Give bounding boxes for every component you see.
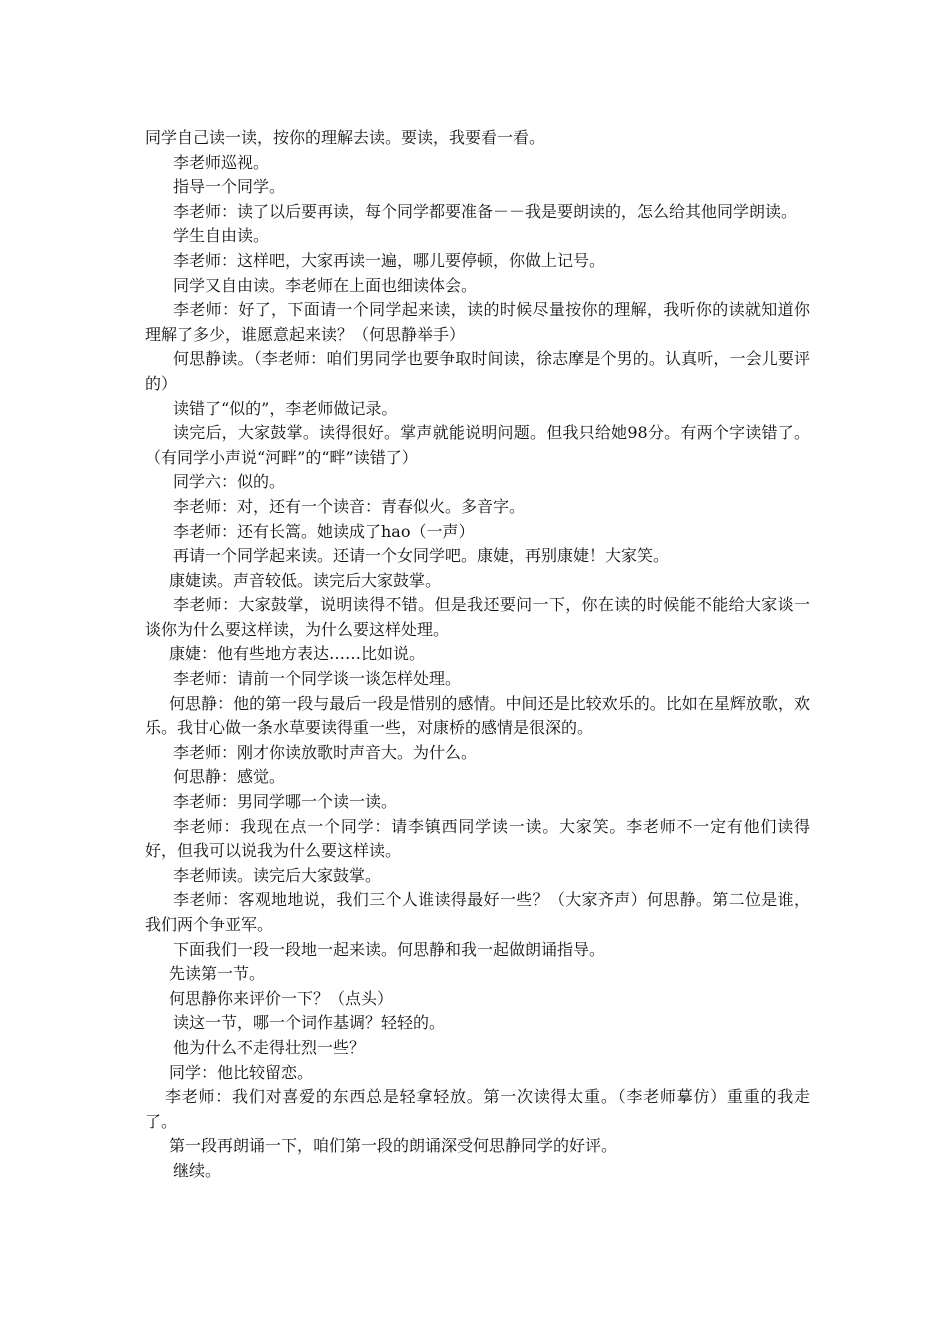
paragraph: 学生自由读。 [173, 226, 270, 246]
paragraph: 何思静你来评价一下？（点头） [169, 988, 394, 1008]
paragraph: 读错了“似的”，李老师做记录。 [173, 398, 398, 418]
paragraph: 李老师：刚才你读放歌时声音大。为什么。 [173, 742, 478, 762]
document-body [145, 126, 810, 1184]
paragraph: 何思静：感觉。 [173, 767, 286, 787]
paragraph: 李老师：我们对喜爱的东西总是轻拿轻放。第一次读得太重。（李老师摹仿）重重的我走了。 [145, 1087, 810, 1131]
paragraph: 同学又自由读。李老师在上面也细读体会。 [173, 275, 478, 295]
paragraph: 李老师巡视。 [173, 152, 270, 172]
paragraph: 同学：他比较留恋。 [169, 1062, 314, 1082]
paragraph: 李老师：请前一个同学谈一谈怎样处理。 [173, 669, 462, 689]
paragraph: 再请一个同学起来读。还请一个女同学吧。康婕，再别康婕！大家笑。 [173, 546, 670, 566]
paragraph: 李老师：男同学哪一个读一读。 [173, 792, 398, 812]
paragraph: 下面我们一段一段地一起来读。何思静和我一起做朗诵指导。 [173, 939, 606, 959]
paragraph: 指导一个同学。 [173, 177, 286, 197]
paragraph: 李老师：客观地地说，我们三个人谁读得最好一些？（大家齐声）何思静。第二位是谁，我们两个争亚军。 [145, 890, 810, 934]
paragraph: 康婕：他有些地方表达……比如说。 [169, 644, 426, 664]
paragraph: 李老师：大家鼓掌，说明读得不错。但是我还要问一下，你在读的时候能不能给大家谈一谈你为什么要这样读，为什么要这样处理。 [145, 595, 810, 639]
paragraph: 何思静：他的第一段与最后一段是惜别的感情。中间还是比较欢乐的。比如在星辉放歌，欢乐。我甘心做一条水草要读得重一些，对康桥的感情是很深的。 [145, 693, 810, 738]
paragraph: 何思静读。（李老师：咱们男同学也要争取时间读，徐志摩是个男的。认真听，一会儿要评的） [145, 349, 810, 393]
paragraph: 读完后，大家鼓掌。读得很好。掌声就能说明问题。但我只给她98分。有两个字读错了。（有同学小声说“河畔”的“畔”读错了） [145, 423, 810, 467]
paragraph: 读这一节，哪一个词作基调？轻轻的。 [173, 1013, 446, 1033]
paragraph: 李老师：读了以后要再读，每个同学都要准备－－我是要朗读的，怎么给其他同学朗读。 [173, 201, 798, 221]
paragraph: 同学六：似的。 [173, 472, 286, 492]
paragraph: 李老师：还有长篙。她读成了hao（一声） [173, 521, 475, 541]
paragraph: 先读第一节。 [169, 964, 266, 984]
paragraph: 同学自己读一读，按你的理解去读。要读，我要看一看。 [145, 128, 546, 147]
paragraph: 李老师读。读完后大家鼓掌。 [173, 865, 382, 885]
paragraph: 他为什么不走得壮烈一些？ [173, 1037, 366, 1057]
paragraph: 李老师：对，还有一个读音：青春似火。多音字。 [173, 496, 526, 516]
paragraph: 康婕读。声音较低。读完后大家鼓掌。 [169, 570, 442, 590]
paragraph: 继续。 [173, 1160, 222, 1180]
paragraph: 李老师：好了，下面请一个同学起来读，读的时候尽量按你的理解，我听你的读就知道你理解了多少，谁愿意起来读？（何思静举手） [145, 300, 810, 344]
paragraph: 李老师：我现在点一个同学：请李镇西同学读一读。大家笑。李老师不一定有他们读得好，但我可以说我为什么要这样读。 [145, 816, 810, 861]
paragraph: 李老师：这样吧，大家再读一遍，哪儿要停顿，你做上记号。 [173, 250, 606, 270]
paragraph: 第一段再朗诵一下，咱们第一段的朗诵深受何思静同学的好评。 [169, 1136, 618, 1156]
